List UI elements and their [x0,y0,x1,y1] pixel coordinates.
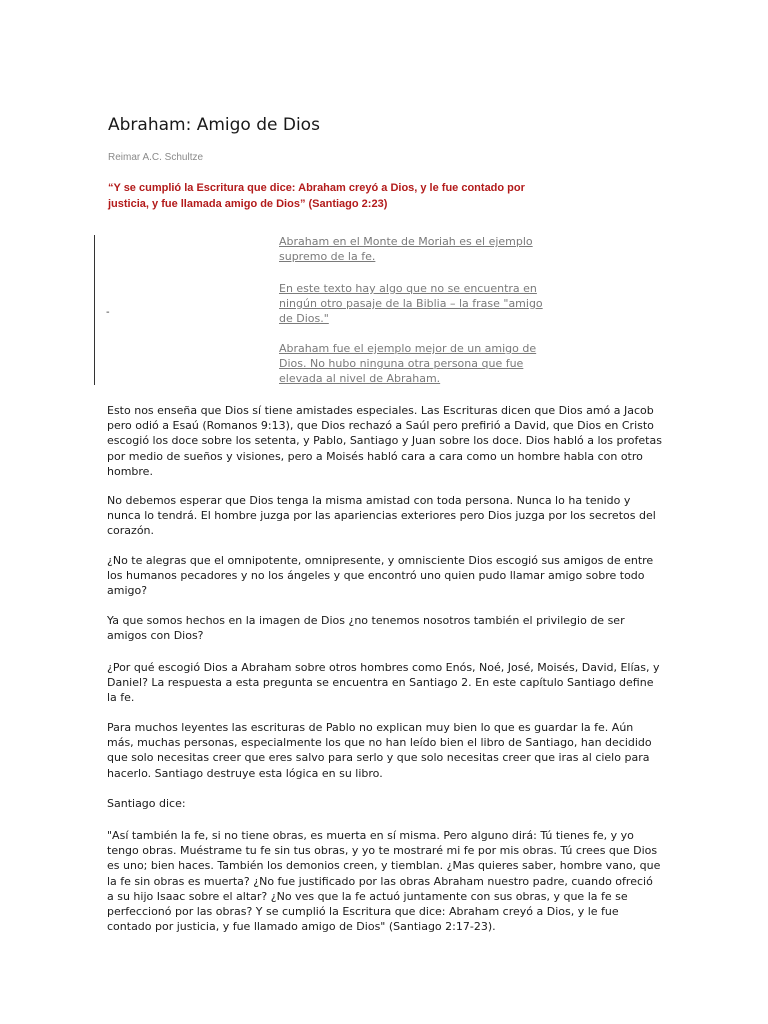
margin-rule [94,235,95,385]
body-paragraph: Esto nos enseña que Dios sí tiene amistades especiales. Las Escrituras dicen que Dios amó a Jacob pero odió a Esaú (Romanos 9:13), que Dios rechazó a Saúl pero prefirió a David, que Dios en Cristo escogió los doce sobre los setenta, y Pablo, Santiago y Juan sobre los doce. Dios habló a los profetas por medio de sueños y visiones, pero a Moisés habló cara a cara como un hombre habla con otro hombre. [107,404,662,478]
body-paragraph: ¿Por qué escogió Dios a Abraham sobre otros hombres como Enós, Noé, José, Moisés, David, Elías, y Daniel? La respuesta a esta pregunta se encuentra en Santiago 2. En este capítulo Santiago define la fe. [107,661,660,705]
quoted-passage: "Así también la fe, si no tiene obras, es muerta en sí misma. Pero alguno dirá: Tú tienes fe, y yo tengo obras. Muéstrame tu fe sin tus obras, y yo te mostraré mi fe por mis obras. Tú crees que Dios es uno; bien haces. También los demonios creen, y tiemblan. ¿Mas quieres saber, hombre vano, que la fe sin obras es muerta? ¿No fue justificado por las obras Abraham nuestro padre, cuando ofreció a su hijo Isaac sobre el altar? ¿No ves que la fe actuó juntamente con sus obras, y que la fe se perfeccionó por las obras? Y se cumplió la Escritura que dice: Abraham creyó a Dios, y le fue contado por justicia, y fue llamado amigo de Dios" (Santiago 2:17-23). [107,829,661,934]
body-paragraph: Ya que somos hechos en la imagen de Dios ¿no tenemos nosotros también el privilegio de ser amigos con Dios? [107,614,625,643]
callout-link-2[interactable]: En este texto hay algo que no se encuentra en ningún otro pasaje de la Biblia – la frase "amigo de Dios." [279,282,543,325]
margin-mark: - [106,307,110,318]
callout-link-3[interactable]: Abraham fue el ejemplo mejor de un amigo de Dios. No hubo ninguna otra persona que fue elevada al nivel de Abraham. [279,342,537,385]
body-paragraph: ¿No te alegras que el omnipotente, omnipresente, y omnisciente Dios escogió sus amigos de entre los humanos pecadores y no los ángeles y que encontró uno quien pudo llamar amigo sobre todo amigo? [107,554,654,598]
document-title: Abraham: Amigo de Dios [108,115,320,135]
author-name: Reimar A.C. Schultze [108,152,204,163]
epigraph-quote: “Y se cumplió la Escritura que dice: Abraham creyó a Dios, y le fue contado por justicia, y fue llamada amigo de Dios” (Santiago 2:23) [108,182,525,210]
callout-link-1[interactable]: Abraham en el Monte de Moriah es el ejemplo supremo de la fe. [279,235,533,263]
body-paragraph: No debemos esperar que Dios tenga la misma amistad con toda persona. Nunca lo ha tenido y nunca lo tendrá. El hombre juzga por las apariencias exteriores pero Dios juzga por los secretos del corazón. [107,494,656,538]
body-paragraph: Para muchos leyentes las escrituras de Pablo no explican muy bien lo que es guardar la fe. Aún más, muchas personas, especialmente los que no han leído bien el libro de Santiago, han decidido que solo necesitas creer que eres salvo para serlo y que solo necesitas creer que iras al cielo para hacerlo. Santiago destruye esta lógica en su libro. [107,721,652,780]
body-paragraph: Santiago dice: [107,797,186,810]
